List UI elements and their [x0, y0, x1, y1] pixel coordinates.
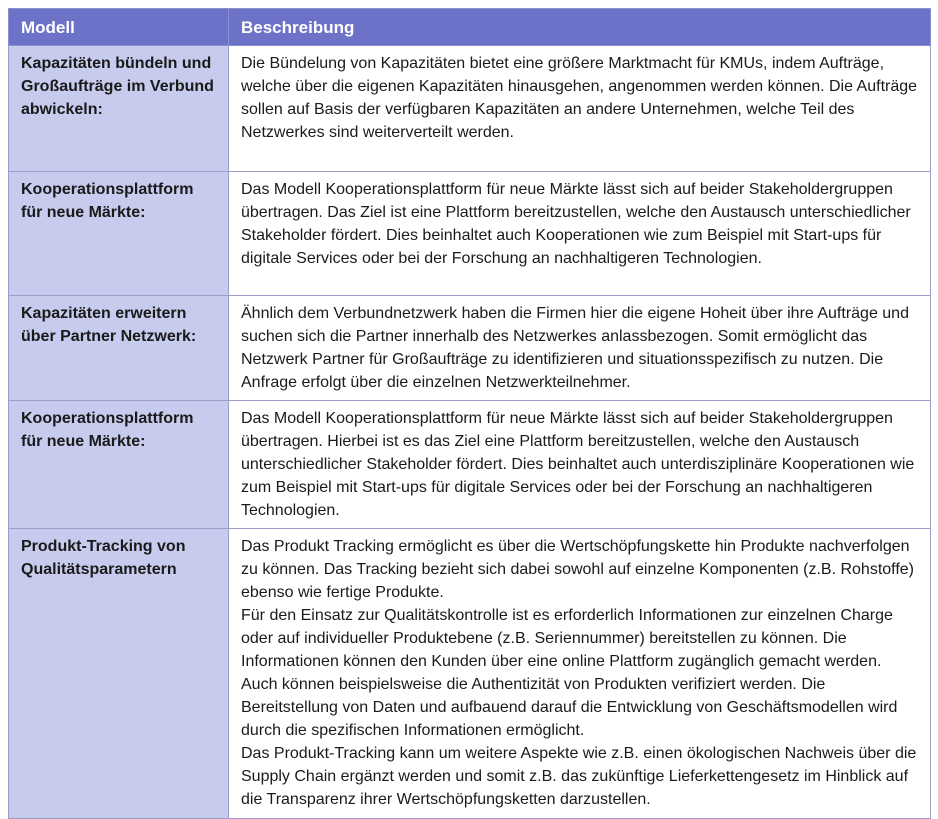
table-row — [9, 172, 931, 296]
model-name: Kapazitäten bündeln und Großaufträge im Verbund abwickeln: — [9, 46, 229, 172]
description-paragraph: Das Modell Kooperationsplattform für neue Märkte lässt sich auf beider Stakeholdergruppen übertragen. Das Ziel ist eine Plattform bereitzustellen, welche den Austausch unterschiedlicher Stakeholder fördert. Dies beinhaltet auch Kooperationen wie zum Beispiel mit Start-ups für digitale Services oder bei der Forschung an nachhaltigeren Technologien. — [241, 181, 911, 267]
model-description — [229, 529, 931, 819]
model-description — [229, 46, 931, 172]
table-row — [9, 296, 931, 401]
header-model: Modell — [9, 9, 229, 46]
business-models-table — [8, 8, 931, 819]
description-paragraph: Für den Einsatz zur Qualitätskontrolle ist es erforderlich Informationen zur einzelnen Charge oder auf individueller Produktebene (z.B. Seriennummer) bereitstellen zu können. Die Informationen können den Kunden über eine online Plattform zugänglich gemacht werden. Auch können beispielsweise die Authentizität von Produkten verifiziert werden. Die Bereitstellung von Daten und aufbauend darauf die Entwicklung von Geschäftsmodellen wird durch die spezifischen Informationen ermöglicht. — [241, 607, 898, 739]
model-description — [229, 296, 931, 401]
description-paragraph: Das Modell Kooperationsplattform für neue Märkte lässt sich auf beider Stakeholdergruppen übertragen. Hierbei ist es das Ziel eine Plattform bereitzustellen, welche den Austausch unterschiedlicher Stakeholder fördert. Dies beinhaltet auch unterdisziplinäre Kooperationen wie zum Beispiel mit Start-ups für digitale Services oder bei der Forschung an nachhaltigeren Technologien. — [241, 410, 915, 519]
model-description — [229, 401, 931, 529]
table-row — [9, 46, 931, 172]
table-row — [9, 529, 931, 819]
model-description — [229, 172, 931, 296]
header-description: Beschreibung — [229, 9, 931, 46]
model-name: Kooperationsplattform für neue Märkte: — [9, 172, 229, 296]
model-name: Kapazitäten erweitern über Partner Netzwerk: — [9, 296, 229, 401]
description-paragraph: Das Produkt-Tracking kann um weitere Aspekte wie z.B. einen ökologischen Nachweis über die Supply Chain ergänzt werden und somit z.B. das zukünftige Lieferkettengesetz im Hinblick auf die Transparenz ihrer Wertschöpfungsketten darzustellen. — [241, 745, 917, 808]
model-name: Kooperationsplattform für neue Märkte: — [9, 401, 229, 529]
description-paragraph: Ähnlich dem Verbundnetzwerk haben die Firmen hier die eigene Hoheit über ihre Aufträge und suchen sich die Partner innerhalb des Netzwerkes anlassbezogen. Somit ermöglicht das Netzwerk Partner für Großaufträge zu identifizieren und situationsspezifisch zu nutzen. Die Anfrage erfolgt über die einzelnen Netzwerkteilnehmer. — [241, 305, 909, 391]
model-name: Produkt-Tracking von Qualitätsparametern — [9, 529, 229, 819]
table-row — [9, 401, 931, 529]
table-header-row — [9, 9, 931, 46]
description-paragraph: Die Bündelung von Kapazitäten bietet eine größere Marktmacht für KMUs, indem Aufträge, welche über die eigenen Kapazitäten hinausgehen, angenommen werden können. Die Aufträge sollen auf Basis der verfügbaren Kapazitäten an andere Unternehmen, welche Teil des Netzwerkes sind weiterverteilt werden. — [241, 55, 918, 141]
description-paragraph: Das Produkt Tracking ermöglicht es über die Wertschöpfungskette hin Produkte nachverfolgen zu können. Das Tracking bezieht sich dabei sowohl auf einzelne Komponenten (z.B. Rohstoffe) ebenso wie fertige Produkte. — [241, 538, 914, 601]
